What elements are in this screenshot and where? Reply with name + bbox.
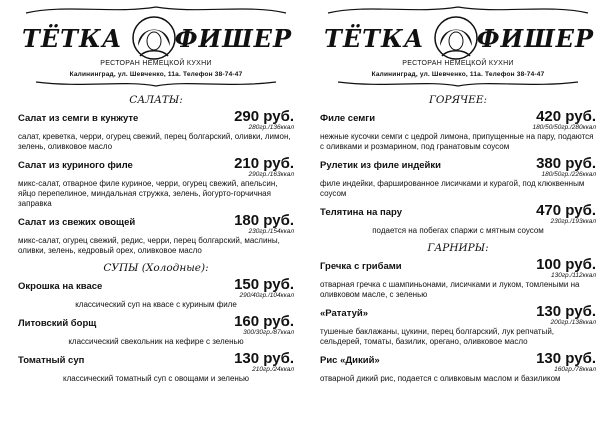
item-price: 470 руб.: [536, 202, 596, 219]
item-name: Гречка с грибами: [320, 261, 402, 272]
item-description: классический суп на квасе с куриным филе: [75, 300, 237, 309]
flourish-top: [24, 4, 288, 14]
item-name: Рулетик из филе индейки: [320, 160, 441, 171]
menu-item: [18, 156, 294, 209]
item-price: 420 руб.: [536, 108, 596, 125]
item-description: нежные кусочки семги с цедрой лимона, припущенные на пару, подаются с оливками и розмарином, под гранатовым соусом: [320, 132, 594, 151]
item-price: 380 руб.: [536, 155, 596, 172]
item-price: 150 руб.: [234, 276, 294, 293]
menu-item: [18, 213, 294, 256]
item-weight-calories: 230гр./193ккал: [550, 218, 596, 225]
item-price: 160 руб.: [234, 313, 294, 330]
item-name: Филе семги: [320, 113, 376, 124]
menu-item: [18, 351, 294, 384]
section-title-salads: САЛАТЫ:: [129, 94, 183, 106]
item-weight-calories: 290гр./163ккал: [248, 171, 294, 178]
item-name: «Рататуй»: [320, 308, 369, 319]
item-description: подается на побегах спаржи с мятным соусом: [372, 226, 544, 235]
item-weight-calories: 210гр./24ккал: [252, 366, 294, 373]
item-name: Литовский борщ: [18, 318, 97, 329]
item-weight-calories: 200гр./138ккал: [550, 319, 596, 326]
item-price: 210 руб.: [234, 155, 294, 172]
menu-item: [320, 109, 596, 152]
menu-body-right: [316, 94, 600, 384]
brand-left-word: ТЁТКА: [324, 24, 425, 53]
menu-item: [320, 351, 596, 384]
item-name: Салат из семги в кунжуте: [18, 113, 139, 124]
menu-page-left: [14, 0, 298, 427]
item-weight-calories: 300/30гр./87ккал: [243, 329, 294, 336]
menu-header: [14, 0, 298, 88]
item-price: 130 руб.: [234, 350, 294, 367]
item-weight-calories: 290/40гр./104ккал: [239, 292, 294, 299]
brand-logo: [14, 16, 298, 56]
menu-item: [320, 203, 596, 236]
menu-header: [316, 0, 600, 88]
item-name: Салат из куриного филе: [18, 160, 133, 171]
item-description: отварной дикий рис, подается с оливковым маслом и базиликом: [320, 374, 561, 383]
menu-item: [18, 109, 294, 152]
menu-item: [320, 304, 596, 347]
restaurant-subtitle: РЕСТОРАН НЕМЕЦКОЙ КУХНИ: [100, 60, 212, 67]
brand-logo: [316, 16, 600, 56]
item-price: 130 руб.: [536, 303, 596, 320]
item-description: тушеные баклажаны, цукини, перец болгарский, лук репчатый, сельдерей, томаты, базилик, орегано, оливковое масло: [320, 327, 555, 346]
section-title-sides: ГАРНИРЫ:: [427, 242, 489, 254]
item-description: микс-салат, огурец свежий, редис, черри, перец болгарский, маслины, оливки, зелень, кедровый орех, оливковое масло: [18, 236, 280, 255]
item-price: 180 руб.: [234, 212, 294, 229]
item-name: Томатный суп: [18, 355, 85, 366]
menu-item: [18, 314, 294, 347]
item-description: салат, креветка, черри, огурец свежий, перец болгарский, оливки, лимон, зелень, оливковое масло: [18, 132, 291, 151]
item-name: Телятина на пару: [320, 207, 402, 218]
item-name: Салат из свежих овощей: [18, 217, 136, 228]
item-weight-calories: 160гр./78ккал: [554, 366, 596, 373]
item-description: классический томатный суп с овощами и зеленью: [63, 374, 249, 383]
brand-right-word: ФИШЕР: [476, 24, 594, 53]
item-weight-calories: 180/50/50гр./280ккал: [532, 124, 596, 131]
brand-right-word: ФИШЕР: [174, 24, 292, 53]
item-name: Окрошка на квасе: [18, 281, 103, 292]
section-title-soups: СУПЫ (Холодные):: [103, 262, 209, 274]
menu-item: [320, 257, 596, 300]
brand-left-word: ТЁТКА: [22, 24, 123, 53]
lady-portrait-icon: [434, 16, 478, 60]
menu-item: [320, 156, 596, 199]
flourish-bottom: [34, 80, 278, 88]
item-description: отварная гречка с шампиньонами, лисичками и луком, томлеными на оливковом масле, с зеленью: [320, 280, 580, 299]
restaurant-address: Калининград, ул. Шевченко, 11а. Телефон 38-74-47: [371, 71, 545, 78]
item-description: микс-салат, отварное филе куриное, черри, огурец свежий, апельсин, яйцо перепелиное, миндальная стружка, зелень, йогурто-горчичная заправка: [18, 179, 278, 208]
menu-page-right: [316, 0, 600, 427]
flourish-bottom: [336, 80, 580, 88]
item-price: 100 руб.: [536, 256, 596, 273]
item-weight-calories: 130гр./112ккал: [551, 272, 596, 279]
item-price: 130 руб.: [536, 350, 596, 367]
restaurant-subtitle: РЕСТОРАН НЕМЕЦКОЙ КУХНИ: [402, 60, 514, 67]
menu-body-left: [14, 94, 298, 384]
section-title-hot: ГОРЯЧЕЕ:: [428, 94, 488, 106]
flourish-top: [326, 4, 590, 14]
menu-item: [18, 277, 294, 310]
item-weight-calories: 280гр./136ккал: [248, 124, 294, 131]
item-description: филе индейки, фаршированное лисичками и курагой, под клюквенным соусом: [320, 179, 585, 198]
page-gutter: [298, 0, 299, 427]
item-name: Рис «Дикий»: [320, 355, 380, 366]
lady-portrait-icon: [132, 16, 176, 60]
item-weight-calories: 180/50гр./226ккал: [541, 171, 596, 178]
item-weight-calories: 230гр./154ккал: [248, 228, 294, 235]
item-price: 290 руб.: [234, 108, 294, 125]
item-description: классический свекольник на кефире с зеленью: [68, 337, 244, 346]
restaurant-address: Калининград, ул. Шевченко, 11а. Телефон 38-74-47: [69, 71, 243, 78]
